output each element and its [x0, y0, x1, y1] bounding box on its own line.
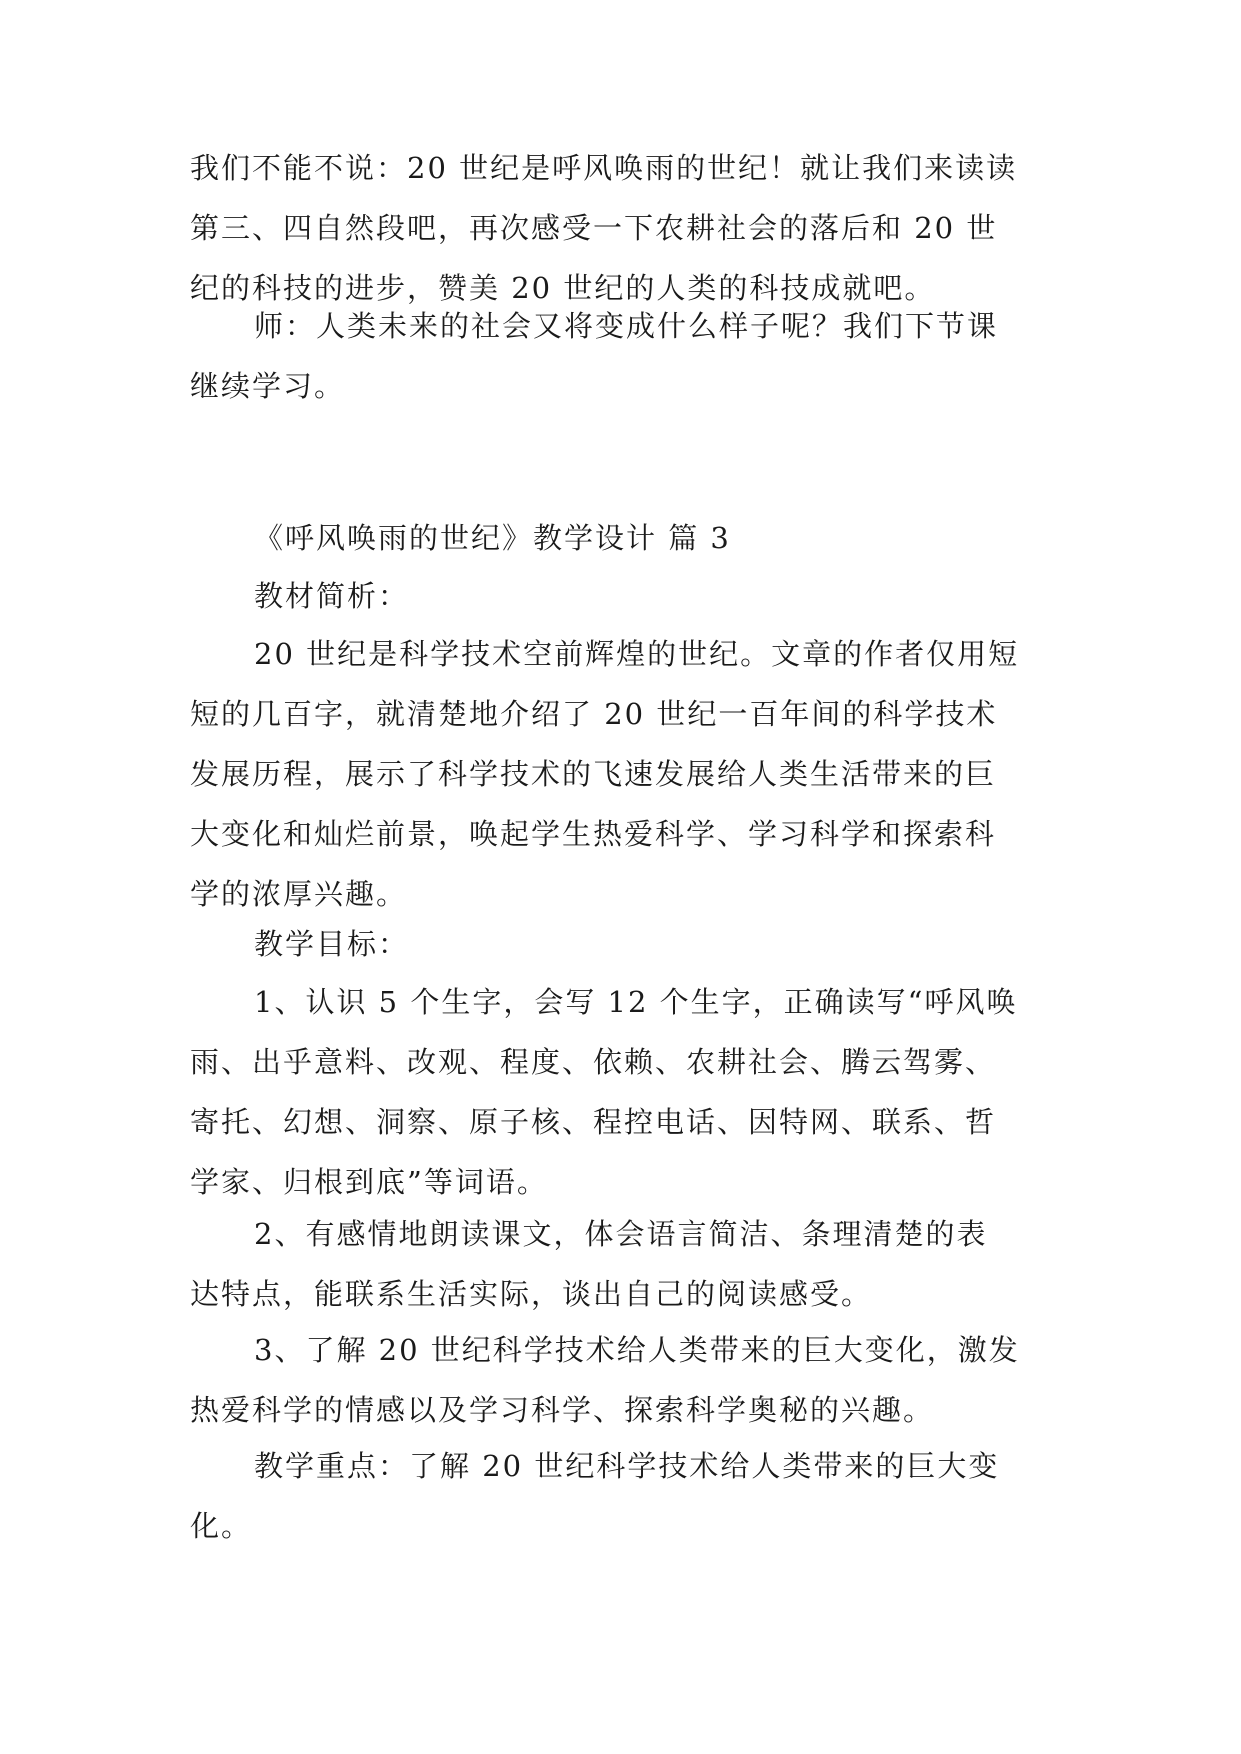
text-line: 大变化和灿烂前景，唤起学生热爱科学、学习科学和探索科: [190, 817, 997, 851]
goal-2-paragraph: [190, 1204, 1050, 1324]
focus-paragraph: [190, 1436, 1050, 1556]
text-line: 达特点，能联系生活实际，谈出自己的阅读感受。: [190, 1277, 873, 1311]
text-line: 化。: [190, 1509, 253, 1543]
text-line: 热爱科学的情感以及学习科学、探索科学奥秘的兴趣。: [190, 1393, 935, 1427]
text-line: 师：人类未来的社会又将变成什么样子呢？我们下节课: [254, 309, 999, 343]
text-line: 2、有感情地朗读课文，体会语言简洁、条理清楚的表: [254, 1217, 988, 1251]
text-line: 雨、出乎意料、改观、程度、依赖、农耕社会、腾云驾雾、: [190, 1045, 997, 1079]
text-line: 纪的科技的进步，赞美 20 世纪的人类的科技成就吧。: [190, 271, 936, 305]
intro-paragraph-2: [190, 296, 1050, 416]
text-line: 第三、四自然段吧，再次感受一下农耕社会的落后和 20 世: [190, 211, 998, 245]
text-line: 发展历程，展示了科学技术的飞速发展给人类生活带来的巨: [190, 757, 997, 791]
text-line: 学家、归根到底”等词语。: [190, 1165, 548, 1199]
text-line: 教学目标：: [254, 927, 410, 961]
text-line: 继续学习。: [190, 369, 346, 403]
text-line: 20 世纪是科学技术空前辉煌的世纪。文章的作者仅用短: [254, 637, 1020, 671]
text-line: 教学重点：了解 20 世纪科学技术给人类带来的巨大变: [254, 1449, 1000, 1483]
text-line: 寄托、幻想、洞察、原子核、程控电话、因特网、联系、哲: [190, 1105, 997, 1139]
section-title: 《呼风唤雨的世纪》教学设计 篇 3: [254, 521, 731, 555]
text-line: 1、认识 5 个生字，会写 12 个生字，正确读写“呼风唤: [254, 985, 1018, 1019]
goal-1-paragraph: [190, 972, 1050, 1212]
goal-3-paragraph: [190, 1320, 1050, 1440]
analysis-paragraph: [190, 624, 1050, 924]
text-line: 教材简析：: [254, 579, 410, 613]
analysis-heading: [190, 566, 1050, 626]
text-line: 学的浓厚兴趣。: [190, 877, 408, 911]
intro-paragraph-1: [190, 138, 1050, 318]
text-line: 短的几百字，就清楚地介绍了 20 世纪一百年间的科学技术: [190, 697, 998, 731]
goals-heading: [190, 914, 1050, 974]
text-line: 3、了解 20 世纪科学技术给人类带来的巨大变化，激发: [254, 1333, 1020, 1367]
text-line: 我们不能不说：20 世纪是呼风唤雨的世纪！就让我们来读读: [190, 151, 1018, 185]
